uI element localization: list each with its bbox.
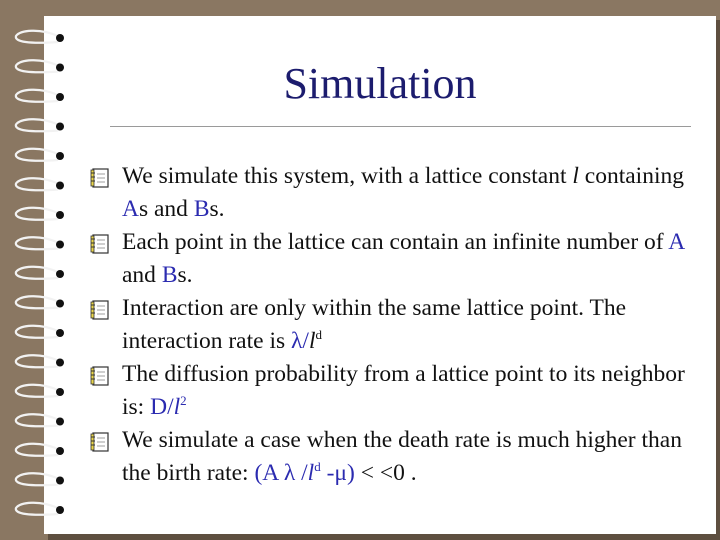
bullet-text: 2 — [180, 393, 187, 409]
binding-hole — [56, 123, 64, 131]
binding-ring — [16, 414, 58, 426]
bullet-item — [88, 160, 698, 226]
spiral-binding — [0, 0, 80, 540]
bullet-text: < <0 . — [354, 460, 417, 486]
binding-hole — [56, 211, 64, 219]
bullet-text: λ/ — [291, 328, 309, 354]
notebook-bullet-icon — [88, 430, 112, 454]
bullet-text: l — [572, 163, 579, 189]
binding-hole — [56, 152, 64, 160]
binding-hole — [56, 64, 64, 72]
bullet-text: We simulate this system, with a lattice constant — [122, 163, 573, 189]
bullet-item — [88, 358, 698, 424]
bullet-text: Each point in the lattice can contain an infinite number of — [122, 229, 669, 255]
binding-hole — [56, 447, 64, 455]
bullet-text: -μ) — [320, 460, 355, 486]
bullet-text: The diffusion probability from a lattice point to its neighbor is: — [122, 361, 685, 420]
bullet-item — [88, 226, 698, 292]
binding-hole — [56, 506, 64, 514]
binding-hole — [56, 388, 64, 396]
binding-ring — [16, 90, 58, 102]
bullet-text: l — [307, 460, 315, 486]
binding-ring — [16, 444, 58, 456]
bullet-item — [88, 292, 698, 358]
bullet-text: B — [161, 262, 178, 288]
binding-hole — [56, 270, 64, 278]
binding-hole — [56, 418, 64, 426]
binding-hole — [56, 93, 64, 101]
binding-hole — [56, 329, 64, 337]
bullet-list — [88, 160, 698, 490]
binding-ring — [16, 473, 58, 485]
binding-ring — [16, 326, 58, 338]
bullet-text: d — [314, 459, 321, 475]
bullet-text: Interaction are only within the same lattice point. The interaction rate is — [122, 295, 626, 354]
binding-ring — [16, 355, 58, 367]
bullet-text: (A λ / — [254, 460, 308, 486]
notebook-bullet-icon — [88, 364, 112, 388]
binding-hole — [56, 182, 64, 190]
binding-ring — [16, 208, 58, 220]
title-divider — [110, 126, 691, 127]
binding-ring — [16, 503, 58, 515]
binding-ring — [16, 237, 58, 249]
page-title: Simulation — [283, 59, 477, 108]
binding-hole — [56, 241, 64, 249]
binding-ring — [16, 296, 58, 308]
bullet-text: containing — [578, 163, 684, 189]
bullet-text: d — [315, 327, 322, 343]
bullet-text: l — [173, 394, 181, 420]
binding-ring — [16, 385, 58, 397]
binding-hole — [56, 300, 64, 308]
bullet-text: A — [122, 196, 139, 222]
binding-ring — [16, 60, 58, 72]
bullet-text: l — [308, 328, 316, 354]
notebook-bullet-icon — [88, 166, 112, 190]
bullet-text: A — [668, 229, 684, 255]
binding-ring — [16, 119, 58, 131]
binding-hole — [56, 477, 64, 485]
bullet-text: s and — [138, 196, 194, 222]
bullet-item — [88, 424, 698, 490]
notebook-bullet-icon — [88, 232, 112, 256]
notebook-bullet-icon — [88, 298, 112, 322]
binding-ring — [16, 31, 58, 43]
bullet-text: s. — [209, 196, 225, 222]
bullet-text: and — [122, 262, 162, 288]
binding-hole — [56, 34, 64, 42]
binding-ring — [16, 267, 58, 279]
binding-hole — [56, 359, 64, 367]
bullet-text: s. — [177, 262, 193, 288]
bullet-text: We simulate a case when the death rate is much higher than the birth rate: — [122, 427, 682, 486]
binding-ring — [16, 149, 58, 161]
bullet-text: B — [193, 196, 210, 222]
binding-ring — [16, 178, 58, 190]
bullet-text: D/ — [150, 394, 174, 420]
